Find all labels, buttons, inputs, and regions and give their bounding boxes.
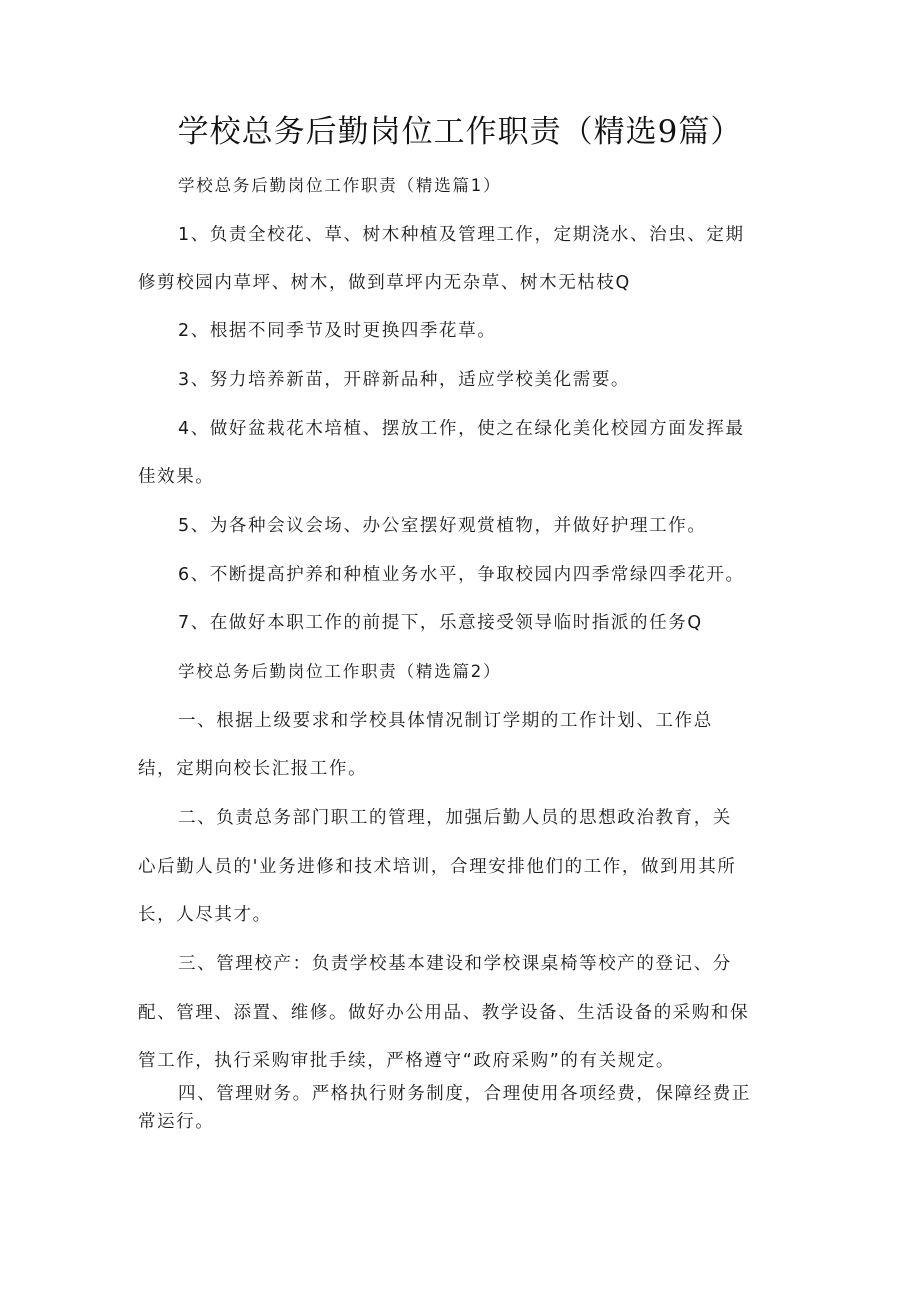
paragraph-line: 常运行。 [138, 1112, 215, 1132]
paragraph-line: 一、根据上级要求和学校具体情况制订学期的工作计划、工作总 [178, 711, 713, 731]
document-title: 学校总务后勤岗位工作职责（精选9篇） [177, 114, 743, 150]
paragraph-line: 管工作，执行采购审批手续，严格遵守“政府采购”的有关规定。 [138, 1051, 676, 1071]
paragraph-line: 6、不断提高护养和种植业务水平，争取校园内四季常绿四季花开。 [178, 565, 745, 585]
paragraph-line: 修剪校园内草坪、树木，做到草坪内无杂草、树木无枯枝Q [138, 273, 631, 293]
section-heading-2: 学校总务后勤岗位工作职责（精选篇2） [178, 662, 502, 681]
paragraph-line: 心后勤人员的'业务进修和技术培训，合理安排他们的工作，做到用其所 [138, 857, 737, 877]
paragraph-line: 三、管理校产：负责学校基本建设和学校课桌椅等校产的登记、分 [178, 954, 732, 974]
paragraph-line: 3、努力培养新苗，开辟新品种，适应学校美化需要。 [178, 370, 631, 390]
paragraph-line: 5、为各种会议会场、办公室摆好观赏植物，并做好护理工作。 [178, 516, 707, 536]
paragraph-line: 2、根据不同季节及时更换四季花草。 [178, 321, 497, 341]
paragraph-line: 配、管理、添置、维修。做好办公用品、教学设备、生活设备的采购和保 [138, 1003, 750, 1023]
paragraph-line: 结，定期向校长汇报工作。 [138, 759, 368, 779]
paragraph-line: 4、做好盆栽花木培植、摆放工作，使之在绿化美化校园方面发挥最 [178, 419, 745, 439]
paragraph-line: 佳效果。 [138, 467, 215, 487]
paragraph-line: 1、负责全校花、草、树木种植及管理工作，定期浇水、治虫、定期 [178, 225, 745, 245]
paragraph-line: 长，人尽其才。 [138, 905, 272, 925]
paragraph-line: 二、负责总务部门职工的管理，加强后勤人员的思想政治教育，关 [178, 808, 732, 828]
section-heading-1: 学校总务后勤岗位工作职责（精选篇1） [178, 176, 502, 195]
paragraph-line: 四、管理财务。严格执行财务制度，合理使用各项经费，保障经费正 [178, 1084, 751, 1104]
paragraph-line: 7、在做好本职工作的前提下，乐意接受领导临时指派的任务Q [178, 613, 703, 633]
